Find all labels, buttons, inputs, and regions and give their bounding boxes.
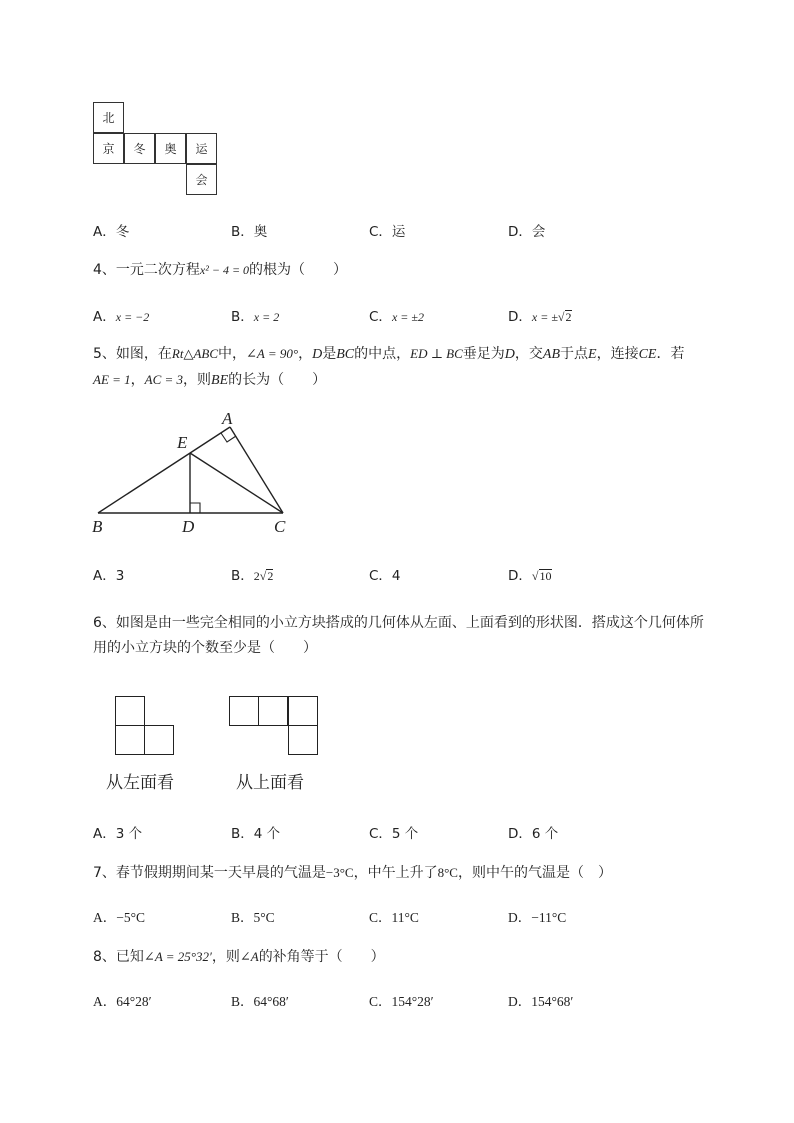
option-d[interactable]: D．会 (508, 224, 546, 240)
radicand: 2 (565, 310, 572, 324)
right-angle-mark-d (190, 503, 200, 513)
q4-equation: x² − 4 = 0 (199, 263, 250, 277)
segment-ac (230, 427, 283, 513)
question-6-stem-line2: 用的小立方块的个数至少是（ ） (93, 640, 317, 656)
option-a[interactable]: A．冬 (93, 224, 130, 240)
math: AC = 3 (144, 372, 184, 387)
question-5-stem-line1: 5、如图，在Rt△ABC中，∠A = 90°，D是BC的中点，ED ⊥ BC垂足为D，交AB于点E，连接CE．若 (93, 346, 685, 362)
view-cell (288, 725, 318, 755)
net-cell: 会 (186, 164, 217, 195)
net-cell: 京 (93, 133, 124, 164)
label-c: C (274, 517, 286, 536)
option-d[interactable]: D．6 个 (508, 826, 559, 842)
option-b[interactable] (231, 305, 279, 325)
net-cell: 北 (93, 102, 124, 133)
view-cell (115, 696, 145, 726)
option-d[interactable]: D．x = ±√2 (508, 309, 572, 325)
segment-ec (190, 453, 283, 513)
view-cell (115, 725, 145, 755)
option-c[interactable]: C．5 个 (369, 826, 419, 842)
math: Rt△ABC (171, 346, 219, 361)
triangle-figure (85, 405, 300, 540)
option-b[interactable]: B．2√2 (231, 568, 274, 584)
option-b[interactable]: B．奥 (231, 224, 268, 240)
math: ∠A = 90° (246, 346, 299, 361)
label-b: B (92, 517, 103, 536)
left-view-label: 从左面看 (106, 773, 174, 793)
option-a[interactable]: A．3 (93, 568, 125, 584)
question-8-stem: 8、已知∠A = 25°32′，则∠A的补角等于（ ） (93, 949, 385, 965)
math: ∠A (239, 949, 259, 964)
math: AE = 1 (93, 372, 131, 387)
net-cell: 运 (186, 133, 217, 164)
option-math: x = 2 (253, 310, 280, 324)
option-a[interactable]: A．3 个 (93, 826, 143, 842)
top-view-label: 从上面看 (236, 773, 304, 793)
label-e: E (177, 433, 188, 452)
option-c[interactable]: C．154°28′ (369, 994, 434, 1009)
radicand: 10 (539, 569, 552, 583)
view-cell (288, 696, 318, 726)
option-label: B． (231, 309, 254, 325)
option-b[interactable]: B．64°68′ (231, 994, 289, 1009)
q4-text: 4、一元二次方程 (93, 262, 200, 278)
net-cell: 奥 (155, 133, 186, 164)
option-math: x = −2 (115, 310, 150, 324)
math: −3°C (325, 865, 354, 880)
option-label: D． (508, 309, 532, 325)
option-c[interactable]: C．11°C (369, 910, 419, 925)
question-7-stem: 7、春节假期期间某一天早晨的气温是−3°C，中午上升了8°C，则中午的气温是（ ） (93, 865, 612, 881)
question-4-stem (93, 259, 347, 281)
segment-ba (98, 427, 230, 513)
math: 8°C (437, 865, 458, 880)
q4-text: 的根为（ ） (249, 262, 348, 278)
question-6-stem-line1: 6、如图是由一些完全相同的小立方块搭成的几何体从左面、上面看到的形状图．搭成这个几何体所 (93, 615, 704, 631)
option-c[interactable]: C．4 (369, 568, 401, 584)
option-d[interactable]: D．154°68′ (508, 994, 574, 1009)
view-cell (144, 725, 174, 755)
option-a[interactable]: A．64°28′ (93, 994, 152, 1009)
label-a: A (222, 409, 233, 428)
option-a[interactable]: A．−5°C (93, 910, 146, 925)
option-b[interactable]: B．4 个 (231, 826, 281, 842)
option-math: x = ±2 (391, 310, 424, 324)
question-5-stem-line2: AE = 1，AC = 3，则BE的长为（ ） (93, 372, 327, 388)
option-c[interactable] (369, 305, 424, 325)
option-math: x = ± (531, 310, 558, 324)
radicand: 2 (267, 569, 274, 583)
view-cell (258, 696, 288, 726)
label-d: D (182, 517, 195, 536)
net-cell: 冬 (124, 133, 155, 164)
option-a[interactable] (93, 305, 149, 325)
option-b[interactable]: B．5°C (231, 910, 275, 925)
view-cell (229, 696, 259, 726)
option-label: A． (93, 309, 116, 325)
option-d[interactable]: D．√10 (508, 568, 552, 584)
math: ED ⊥ BC (410, 346, 463, 361)
option-d[interactable]: D．−11°C (508, 910, 567, 925)
math: ∠A = 25°32′ (143, 949, 212, 964)
option-label: C． (369, 309, 392, 325)
option-c[interactable]: C．运 (369, 224, 406, 240)
